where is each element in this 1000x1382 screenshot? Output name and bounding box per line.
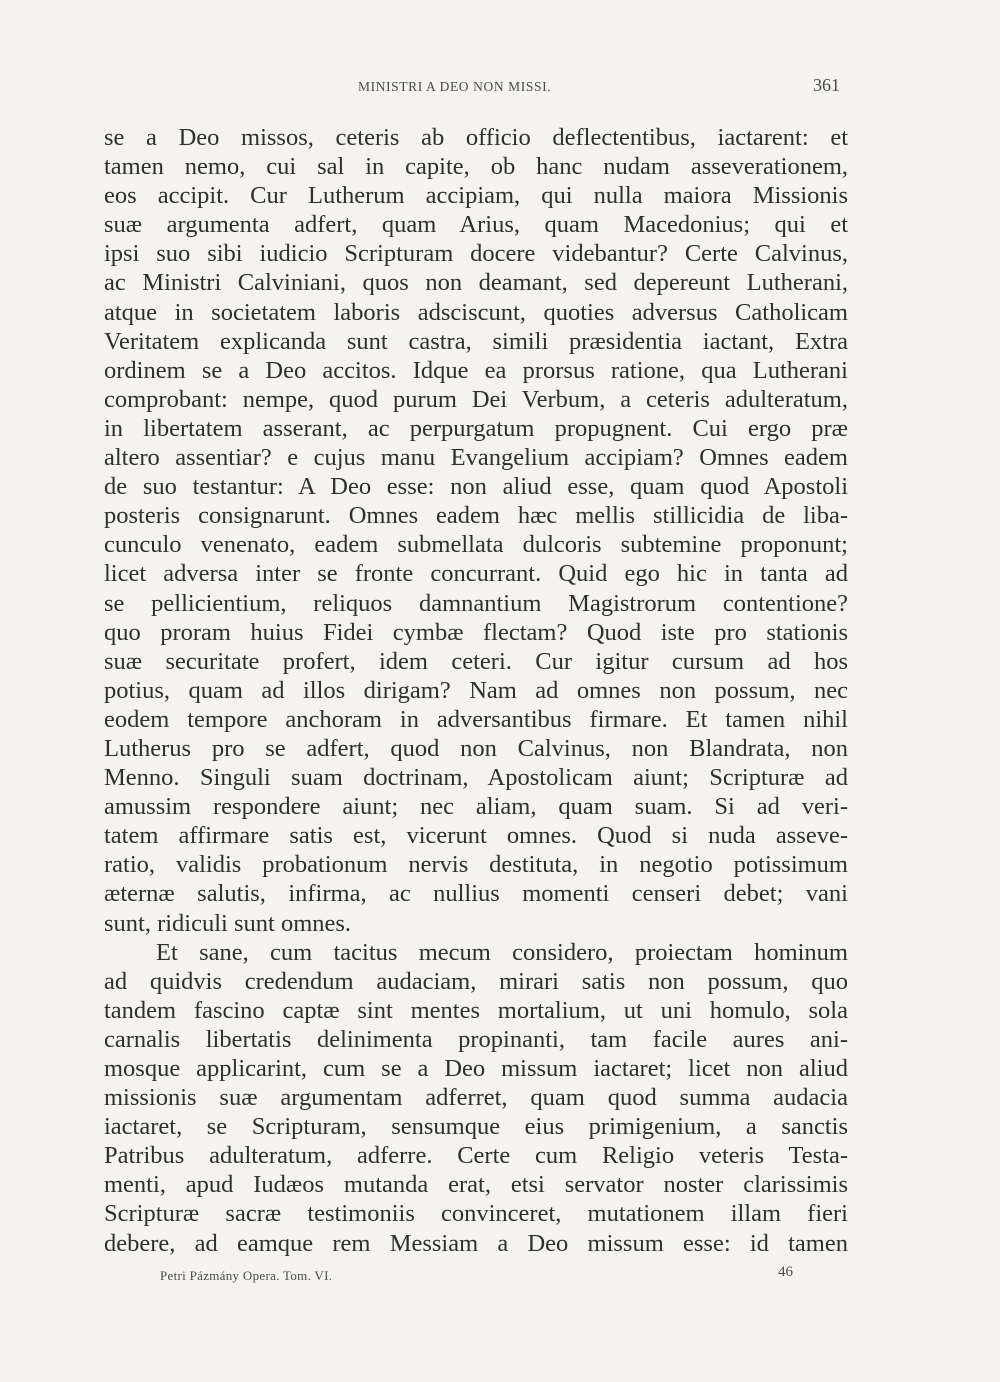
text-line: posteris consignarunt. Omnes eadem hæc mellis stillicidia de liba-: [104, 502, 848, 530]
text-line: ad quidvis credendum audaciam, mirari satis non possum, quo: [104, 967, 848, 995]
text-line: tamen nemo, cui sal in capite, ob hanc nudam asseverationem,: [104, 153, 848, 181]
text-line: cunculo venenato, eadem submellata dulcoris subtemine proponunt;: [104, 531, 848, 559]
text-line: debere, ad eamque rem Messiam a Deo missum esse: id tamen: [104, 1229, 848, 1257]
text-line: mosque applicarint, cum se a Deo missum iactaret; licet non aliud: [104, 1055, 848, 1082]
text-line: potius, quam ad illos dirigam? Nam ad omnes non possum, nec: [104, 676, 848, 704]
text-line: se a Deo missos, ceteris ab officio deflectentibus, iactarent: et: [104, 124, 848, 151]
text-line: Scripturæ sacræ testimoniis convinceret, mutationem illam fieri: [104, 1200, 848, 1228]
text-line: licet adversa inter se fronte concurrant. Quid ego hic in tanta ad: [104, 560, 848, 588]
text-line: suæ securitate profert, idem ceteri. Cur igitur cursum ad hos: [104, 647, 848, 675]
footer-signature: Petri Pázmány Opera. Tom. VI.: [160, 1268, 333, 1283]
text-line: Lutherus pro se adfert, quod non Calvinus, non Blandrata, non: [104, 734, 848, 762]
page-number: 361: [813, 75, 840, 95]
text-line: ratio, validis probationum nervis destituta, in negotio potissimum: [104, 851, 848, 879]
text-line: iactaret, se Scripturam, sensumque eius primigenium, a sanctis: [104, 1113, 848, 1141]
text-line: carnalis libertatis delinimenta propinanti, tam facile aures ani-: [104, 1025, 848, 1053]
text-line: eodem tempore anchoram in adversantibus firmare. Et tamen nihil: [104, 705, 848, 733]
text-line: atque in societatem laboris adsciscunt, quoties adversus Catholicam: [104, 298, 848, 326]
text-line: eos accipit. Cur Lutherum accipiam, qui nulla maiora Missionis: [104, 182, 848, 210]
text-line: sunt, ridiculi sunt omnes.: [104, 909, 352, 937]
footer-signature-number: 46: [778, 1264, 793, 1280]
text-line: tandem fascino captæ sint mentes mortalium, ut uni homulo, sola: [104, 996, 848, 1024]
text-line: amussim respondere aiunt; nec aliam, quam suam. Si ad veri-: [104, 793, 848, 821]
text-line: se pellicientium, reliquos damnantium Magistrorum contentione?: [104, 589, 848, 617]
text-line: de suo testantur: A Deo esse: non aliud esse, quam quod Apostoli: [104, 473, 848, 501]
text-line: missionis suæ argumentam adferret, quam quod summa audacia: [104, 1084, 848, 1112]
body-text: [104, 123, 848, 1258]
text-line: quo proram huius Fidei cymbæ flectam? Quod iste pro stationis: [104, 618, 848, 646]
text-line: ac Ministri Calviniani, quos non deamant, sed depereunt Lutherani,: [104, 269, 848, 297]
text-line: ipsi suo sibi iudicio Scripturam docere videbantur? Certe Calvinus,: [104, 240, 848, 268]
running-head: MINISTRI A DEO NON MISSI.: [358, 79, 552, 94]
text-line: Menno. Singuli suam doctrinam, Apostolicam aiunt; Scripturæ ad: [104, 764, 848, 792]
text-line: suæ argumenta adfert, quam Arius, quam Macedonius; qui et: [104, 211, 848, 239]
text-line: æternæ salutis, infirma, ac nullius momenti censeri debet; vani: [104, 880, 848, 908]
text-line: Et sane, cum tacitus mecum considero, proiectam hominum: [156, 938, 848, 966]
text-line: Patribus adulteratum, adferre. Certe cum Religio veteris Testa-: [104, 1142, 848, 1170]
text-line: tatem affirmare satis est, vicerunt omnes. Quod si nuda asseve-: [104, 822, 848, 850]
text-line: menti, apud Iudæos mutanda erat, etsi servator noster clarissimis: [104, 1171, 848, 1199]
text-line: Veritatem explicanda sunt castra, simili præsidentia iactant, Extra: [104, 327, 848, 355]
text-line: in libertatem asserant, ac perpurgatum propugnent. Cui ergo præ: [104, 414, 848, 442]
text-line: altero assentiar? e cujus manu Evangelium accipiam? Omnes eadem: [104, 444, 848, 472]
text-line: ordinem se a Deo accitos. Idque ea prorsus ratione, qua Lutherani: [104, 356, 848, 384]
text-line: comprobant: nempe, quod purum Dei Verbum, a ceteris adulteratum,: [104, 385, 848, 413]
